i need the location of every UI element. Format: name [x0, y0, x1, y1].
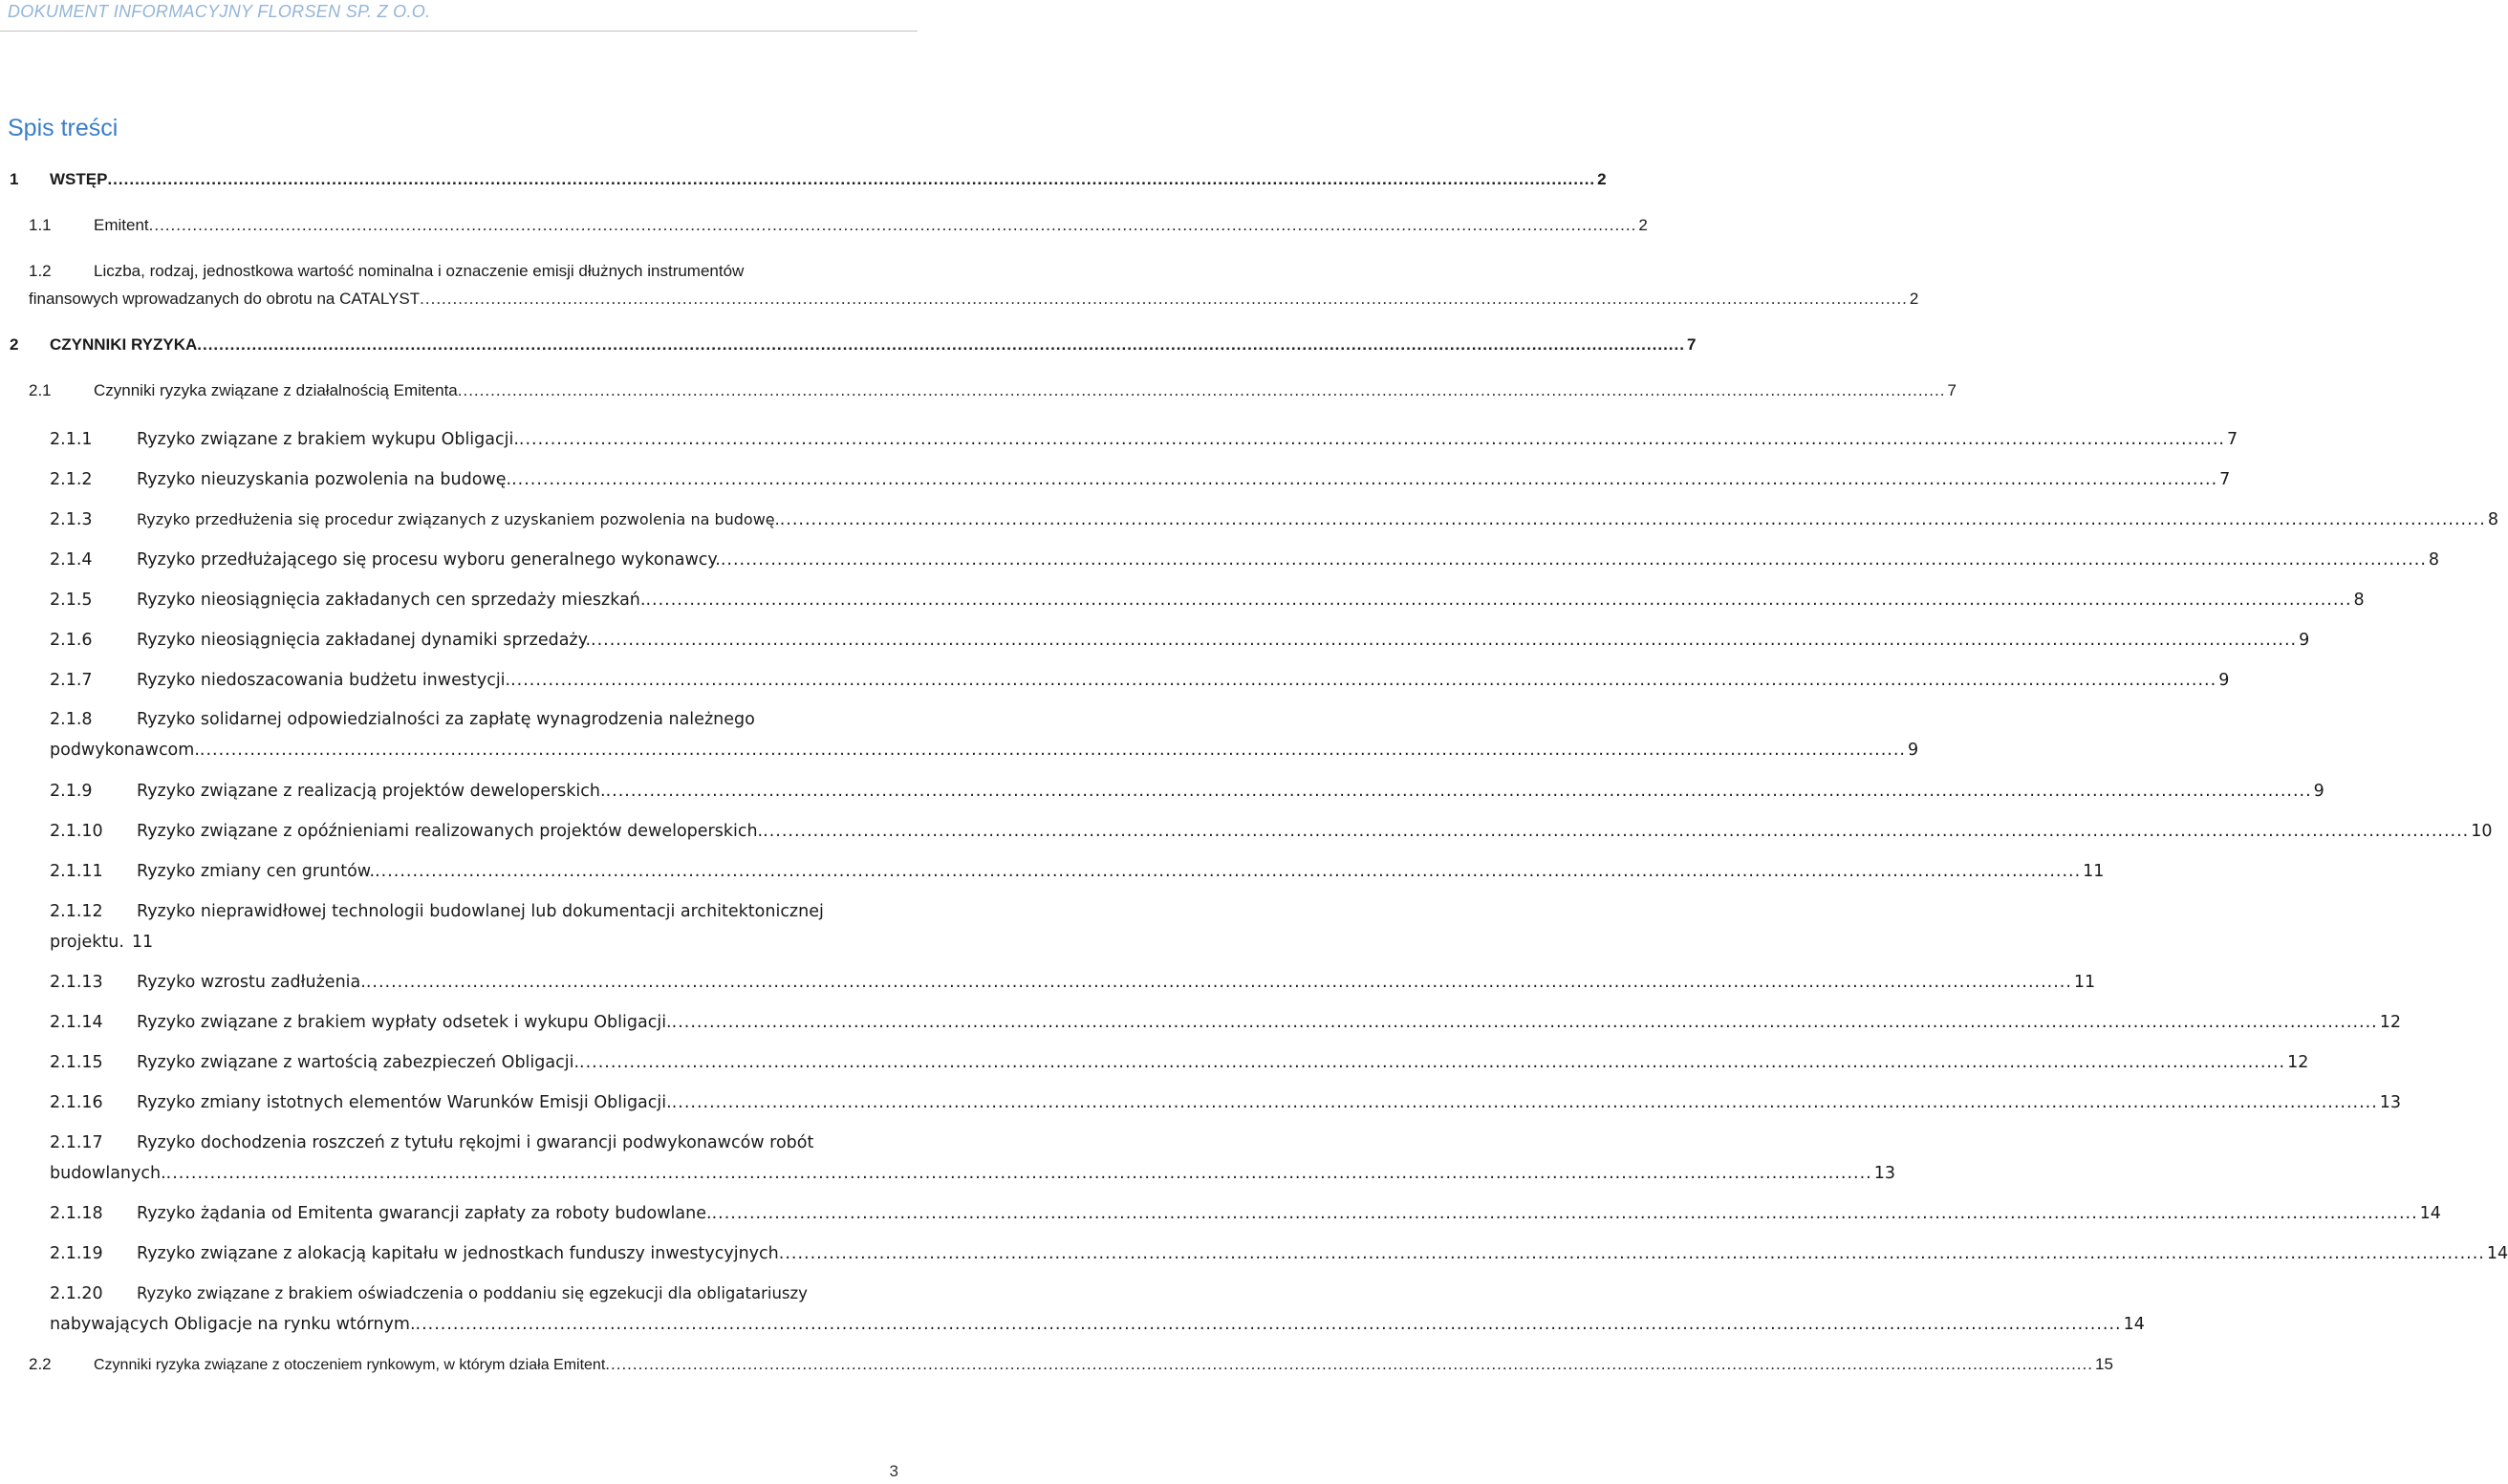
toc-entry-1[interactable]	[10, 168, 1607, 191]
toc-entry-number: 2.1.2	[50, 470, 93, 489]
toc-entry-2-1-5[interactable]	[50, 585, 2365, 615]
toc-entry-2[interactable]	[10, 333, 1697, 356]
toc-entry-2-1[interactable]	[29, 379, 1957, 402]
toc-entry-number: 2.1.11	[50, 862, 103, 881]
toc-entry-label-line1: Ryzyko solidarnej odpowiedzialności za zapłatę wynagrodzenia należnego	[137, 710, 755, 729]
toc-entry-label: Ryzyko związane z brakiem wypłaty odsetek i wykupu Obligacji.	[137, 1013, 672, 1032]
toc-entry-number: 2	[10, 335, 19, 354]
toc-entry-2-1-4[interactable]	[50, 545, 2440, 575]
toc-leader	[511, 464, 2217, 495]
toc-leader	[149, 214, 1637, 237]
toc-entry-number: 2.1.17	[50, 1133, 103, 1152]
toc-entry-2-1-12[interactable]	[50, 896, 898, 957]
toc-entry-number: 2.2	[29, 1355, 52, 1373]
toc-entry-label: Ryzyko przedłużającego się procesu wyboru generalnego wykonawcy.	[137, 550, 721, 570]
toc-leader	[375, 856, 2081, 887]
toc-entry-number: 2.1.16	[50, 1093, 103, 1112]
toc-entry-page: 7	[1686, 335, 1697, 354]
toc-leader	[416, 1309, 2122, 1340]
toc-entry-2-1-14[interactable]	[50, 1007, 2401, 1038]
toc-leader	[606, 776, 2312, 807]
toc-entry-page: 11	[131, 933, 154, 952]
toc-entry-label-line2: nabywających Obligacje na rynku wtórnym.	[50, 1315, 416, 1334]
toc-entry-number: 2.1	[29, 381, 52, 399]
toc-entry-page: 12	[2287, 1053, 2309, 1072]
toc-entry-number: 2.1.13	[50, 973, 103, 992]
toc-entry-page: 2	[1638, 216, 1648, 234]
toc-entry-label-line2: budowlanych.	[50, 1164, 166, 1183]
toc-entry-page: 9	[2299, 631, 2310, 650]
toc-entry-number: 2.1.7	[50, 671, 93, 690]
toc-entry-2-1-9[interactable]	[50, 776, 2324, 807]
toc-entry-2-1-10[interactable]	[50, 816, 2493, 847]
toc-entry-2-2[interactable]	[29, 1353, 2113, 1377]
toc-entry-number: 2.1.14	[50, 1013, 103, 1032]
toc-leader	[672, 1007, 2378, 1038]
toc-leader	[107, 168, 1595, 191]
toc-entry-page: 2	[1597, 170, 1607, 188]
toc-entry-2-1-6[interactable]	[50, 625, 2310, 656]
toc-leader	[200, 735, 1906, 765]
toc-entry-label-line1: Liczba, rodzaj, jednostkowa wartość nominalna i oznaczenie emisji dłużnych instrumentów	[94, 262, 745, 280]
toc-entry-label: Ryzyko nieosiągnięcia zakładanej dynamiki sprzedaży.	[137, 631, 592, 650]
toc-entry-page: 10	[2471, 822, 2493, 841]
toc-entry-page: 8	[2353, 591, 2365, 610]
toc-leader	[510, 665, 2216, 696]
toc-entry-number: 2.1.9	[50, 782, 93, 801]
toc-entry-label-line1: Ryzyko dochodzenia roszczeń z tytułu rękojmi i gwarancji podwykonawców robót	[137, 1133, 814, 1152]
toc-entry-label-line2: podwykonawcom.	[50, 741, 200, 760]
toc-entry-page: 14	[2123, 1315, 2145, 1334]
toc-entry-label: Czynniki ryzyka związane z działalnością Emitenta	[94, 381, 458, 399]
toc-leader	[763, 816, 2469, 847]
toc-entry-page: 15	[2094, 1355, 2113, 1373]
toc-entry-2-1-11[interactable]	[50, 856, 2105, 887]
toc-entry-label: Ryzyko żądania od Emitenta gwarancji zapłaty za roboty budowlane.	[137, 1204, 712, 1223]
toc-entry-page: 8	[2487, 510, 2498, 529]
toc-entry-number: 2.1.6	[50, 631, 93, 650]
toc-leader	[458, 379, 1946, 402]
toc-entry-number: 2.1.19	[50, 1244, 103, 1263]
toc-entry-page: 11	[2083, 862, 2105, 881]
page-number: 3	[889, 1462, 898, 1480]
toc-entry-page: 14	[2419, 1204, 2441, 1223]
toc-leader	[519, 424, 2225, 455]
toc-entry-label: Ryzyko przedłużenia się procedur związanych z uzyskaniem pozwolenia na budowę.	[137, 510, 780, 528]
toc-leader	[420, 288, 1908, 311]
toc-leader	[366, 967, 2072, 998]
toc-entry-label: Ryzyko nieuzyskania pozwolenia na budowę.	[137, 470, 512, 489]
toc-entry-page: 7	[2219, 470, 2231, 489]
toc-leader	[779, 1238, 2485, 1269]
toc-entry-2-1-20[interactable]	[50, 1279, 2145, 1340]
toc-leader	[721, 545, 2427, 575]
toc-entry-label: Ryzyko związane z wartością zabezpieczeń Obligacji.	[137, 1053, 580, 1072]
toc-leader	[605, 1353, 2093, 1376]
toc-entry-page: 7	[2227, 430, 2238, 449]
toc-entry-1-2[interactable]	[29, 260, 1919, 311]
toc-leader	[166, 1158, 1872, 1189]
toc-entry-page: 8	[2428, 550, 2440, 570]
toc-entry-2-1-18[interactable]	[50, 1198, 2441, 1229]
toc-entry-number: 2.1.10	[50, 822, 103, 841]
toc-title: Spis treści	[8, 115, 119, 141]
toc-entry-label: WSTĘP	[50, 170, 108, 188]
toc-entry-page: 9	[2313, 782, 2324, 801]
toc-entry-2-1-19[interactable]	[50, 1238, 2508, 1269]
toc-entry-page: 2	[1909, 290, 1919, 308]
toc-entry-number: 2.1.3	[50, 510, 93, 529]
toc-leader	[645, 585, 2351, 615]
toc-entry-label: Ryzyko wzrostu zadłużenia.	[137, 973, 366, 992]
toc-leader	[672, 1087, 2378, 1118]
document-header: DOKUMENT INFORMACYJNY FLORSEN SP. Z O.O.	[8, 2, 431, 21]
toc-entry-number: 2.1.4	[50, 550, 93, 570]
toc-entry-2-1-8[interactable]	[50, 704, 1919, 765]
toc-entry-page: 9	[2218, 671, 2230, 690]
toc-entry-2-1-7[interactable]	[50, 665, 2230, 696]
toc-entry-page: 9	[1907, 741, 1919, 760]
toc-entry-label: Ryzyko niedoszacowania budżetu inwestycji.	[137, 671, 511, 690]
toc-entry-label: Ryzyko zmiany cen gruntów.	[137, 862, 376, 881]
toc-entry-page: 14	[2486, 1244, 2508, 1263]
toc-entry-label-line2: finansowych wprowadzanych do obrotu na CATALYST	[29, 290, 421, 308]
toc-entry-page: 7	[1947, 381, 1957, 399]
toc-entry-2-1-15[interactable]	[50, 1047, 2309, 1078]
toc-entry-page: 11	[2073, 973, 2096, 992]
toc-leader	[579, 1047, 2285, 1078]
toc-entry-2-1-1[interactable]	[50, 424, 2238, 455]
toc-entry-page: 13	[2379, 1093, 2402, 1112]
toc-entry-2-1-2[interactable]	[50, 464, 2231, 495]
toc-entry-number: 1	[10, 170, 19, 188]
toc-entry-2-1-17[interactable]	[50, 1128, 1895, 1189]
toc-leader	[591, 625, 2297, 656]
toc-leader	[780, 505, 2486, 535]
toc-entry-label-line1: Ryzyko nieprawidłowej technologii budowlanej lub dokumentacji architektonicznej	[137, 902, 824, 921]
toc-entry-page: 12	[2379, 1013, 2401, 1032]
toc-entry-number: 2.1.5	[50, 591, 93, 610]
toc-entry-label: Ryzyko związane z opóźnieniami realizowanych projektów deweloperskich.	[137, 822, 764, 841]
toc-entry-number: 2.1.12	[50, 902, 103, 921]
toc-entry-number: 2.1.8	[50, 710, 93, 729]
toc-entry-number: 2.1.1	[50, 430, 93, 449]
toc-entry-number: 2.1.20	[50, 1284, 103, 1303]
toc-entry-number: 1.1	[29, 216, 52, 234]
header-divider	[0, 31, 918, 32]
toc-entry-2-1-13[interactable]	[50, 967, 2096, 998]
toc-entry-number: 2.1.15	[50, 1053, 103, 1072]
toc-entry-label: Czynniki ryzyka związane z otoczeniem rynkowym, w którym działa Emitent	[94, 1357, 606, 1373]
toc-entry-number: 1.2	[29, 262, 52, 280]
toc-entry-label-line2: projektu.	[50, 933, 124, 952]
toc-entry-page: 13	[1873, 1164, 1895, 1183]
toc-entry-1-1[interactable]	[29, 214, 1648, 237]
toc-entry-label: CZYNNIKI RYZYKA	[50, 335, 198, 354]
toc-entry-2-1-16[interactable]	[50, 1087, 2402, 1118]
toc-entry-label: Ryzyko związane z realizacją projektów deweloperskich.	[137, 782, 606, 801]
toc-entry-label: Ryzyko związane z brakiem wykupu Obligacji.	[137, 430, 519, 449]
toc-entry-number: 2.1.18	[50, 1204, 103, 1223]
toc-entry-label: Emitent	[94, 216, 149, 234]
toc-entry-label: Ryzyko zmiany istotnych elementów Warunków Emisji Obligacji.	[137, 1093, 672, 1112]
toc-leader	[712, 1198, 2418, 1229]
toc-entry-label: Ryzyko nieosiągnięcia zakładanych cen sprzedaży mieszkań.	[137, 591, 646, 610]
toc-entry-label: Ryzyko związane z alokacją kapitału w jednostkach funduszy inwestycyjnych	[137, 1244, 779, 1263]
toc-leader	[197, 333, 1685, 356]
toc-entry-2-1-3[interactable]	[50, 505, 2498, 535]
toc-entry-label-line1: Ryzyko związane z brakiem oświadczenia o poddaniu się egzekucji dla obligatariuszy	[137, 1284, 808, 1302]
